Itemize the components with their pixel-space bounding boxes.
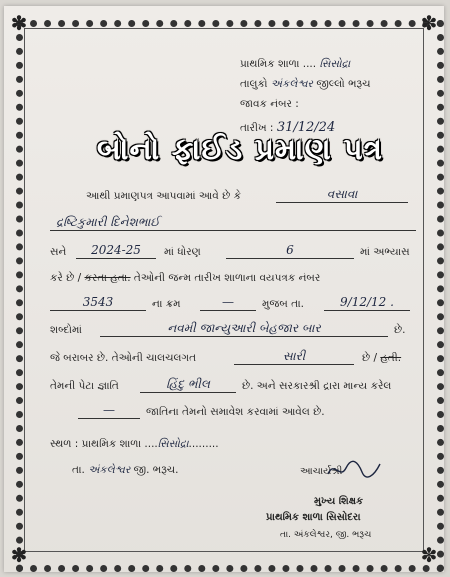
intro-text: આથી પ્રમાણપત્ર આપવામાં આવે છે કે: [86, 190, 242, 202]
corner-ornament-icon: ✽: [420, 11, 438, 35]
corner-ornament-icon: ✽: [10, 11, 28, 35]
stamp-line-2: પ્રાથમિક શાળા સિસોદરા: [266, 512, 361, 523]
place-line: [50, 438, 219, 451]
place-label: સ્થળ : પ્રાથમિક શાળા ....: [50, 438, 158, 450]
conduct-suffix-present: છે /: [362, 352, 377, 364]
conduct-suffix: [362, 352, 401, 365]
place-value: સિસોદ્રા: [157, 438, 189, 450]
caste-value: હિંદુ ભીલ: [140, 376, 236, 393]
school-value: સિસોદ્રા: [319, 58, 351, 70]
outward-number-label: જાવક નંબર :: [240, 98, 299, 110]
serial-text: ના ક્રમ: [152, 298, 181, 310]
grade-text: માં ધોરણ: [164, 246, 201, 258]
birth-date-value: 9/12/12 .: [324, 294, 410, 311]
conduct-suffix-struck: હતી.: [380, 352, 402, 364]
principal-label: આચાર્યશ્રી: [300, 466, 343, 477]
principal-signature: [324, 456, 384, 482]
corner-ornament-icon: ✽: [10, 543, 28, 567]
category-suffix: જાતિના તેમનો સમાવેશ કરવામાં આવેલ છે.: [146, 406, 325, 418]
district-text: જીલ્લો ભરૂચ: [316, 78, 371, 90]
date-label: તારીખ :: [240, 122, 274, 134]
school-line: [240, 58, 350, 71]
ta-suffix: જી. ભરૂચ.: [133, 464, 179, 476]
year-label: સને: [50, 246, 67, 258]
date-value: 31/12/24: [276, 120, 336, 135]
certificate-sheet: [4, 6, 444, 572]
birthdate-register-text: તેઓની જન્મ તારીખ શાળાના વયપત્રક નંબર: [133, 272, 321, 284]
conduct-value: સારી: [234, 348, 354, 365]
grade-value: 6: [226, 242, 354, 259]
taluka-line: [240, 78, 371, 91]
ta-label: તા.: [72, 464, 85, 476]
studying-line: [50, 272, 320, 285]
conduct-text: જે બરાબર છે. તેઓની ચાલચલગત: [50, 352, 197, 364]
place-dots: .........: [188, 438, 219, 450]
taluka-footer-line: [72, 464, 179, 477]
studied-struck-text: કરતા હતા.: [84, 272, 131, 284]
student-name-value: દ્રષ્ટિકુમારી દિનેશભાઈ: [50, 214, 416, 231]
words-suffix: છે.: [394, 324, 406, 336]
caste-suffix: છે. અને સરકારશ્રી દ્રારા માન્ય કરેલ: [242, 380, 392, 392]
register-number-value: 3543: [50, 294, 146, 311]
school-label: પ્રાથમિક શાળા ....: [240, 58, 317, 70]
taluka-value: અંકલેશ્વર: [270, 78, 313, 90]
certificate-title: બોનો ફાઈડ પ્રમાણ પત્ર: [96, 132, 384, 167]
corner-ornament-icon: ✽: [420, 543, 438, 567]
words-label: શબ્દોમાં: [50, 324, 82, 336]
year-value: 2024-25: [76, 242, 156, 259]
serial-value: —: [200, 294, 256, 311]
ta-value: અંકલેશ્વર: [88, 464, 131, 476]
stamp-line-3: તા. અંકલેશ્વર, જી. ભરૂચ: [280, 530, 372, 540]
category-value: —: [78, 402, 140, 419]
taluka-label: તાલુકો: [240, 78, 268, 90]
birth-date-in-words: નવમી જાન્યુઆરી બેહજાર બાર: [100, 320, 388, 337]
surname-value: વસાવા: [276, 186, 408, 203]
study-text: માં અભ્યાસ: [360, 246, 410, 258]
studying-prefix: કરે છે /: [50, 272, 82, 284]
stamp-line-1: મુખ્ય શિક્ષક: [314, 496, 364, 507]
caste-text: તેમની પેટા જ્ઞાતિ: [50, 380, 119, 392]
as-per-text: મુજબ તા.: [262, 298, 304, 310]
